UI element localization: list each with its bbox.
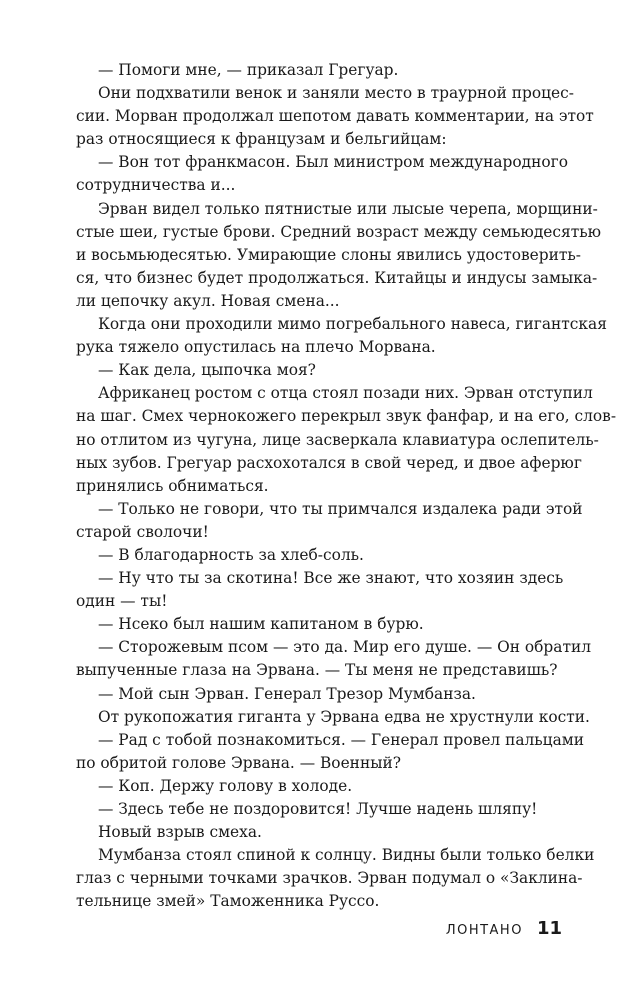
paragraph bbox=[76, 636, 592, 682]
paragraph bbox=[76, 613, 562, 636]
text-line: — Как дела, цыпочка моя? bbox=[98, 361, 316, 380]
text-line: От рукопожатия гиганта у Эрвана едва не хрустнули кости. bbox=[98, 707, 590, 726]
paragraph bbox=[76, 313, 607, 359]
paragraph bbox=[76, 198, 602, 313]
text-line: один — ты! bbox=[76, 592, 168, 611]
text-line: — Сторожевым псом — это да. Мир его душе. — Он обратил bbox=[98, 638, 592, 657]
text-line: принялись обниматься. bbox=[76, 476, 269, 495]
paragraph bbox=[76, 844, 595, 913]
text-line: Новый взрыв смеха. bbox=[98, 823, 262, 842]
text-line: Когда они проходили мимо погребального навеса, гигантская bbox=[98, 315, 607, 334]
paragraph bbox=[76, 382, 617, 497]
text-line: сотрудничества и... bbox=[76, 176, 236, 195]
text-line: раз относящиеся к французам и бельгийцам: bbox=[76, 130, 447, 149]
text-line: ли цепочку акул. Новая смена... bbox=[76, 291, 340, 310]
text-line: Африканец ростом с отца стоял позади них. Эрван отступил bbox=[98, 384, 593, 403]
text-line: Эрван видел только пятнистые или лысые черепа, морщини- bbox=[98, 199, 598, 218]
running-footer bbox=[446, 918, 562, 939]
text-line: старой сволочи! bbox=[76, 522, 209, 541]
paragraph bbox=[76, 544, 562, 567]
paragraph bbox=[76, 821, 562, 844]
text-line: но отлитом из чугуна, лице засверкала клавиатура ослепитель- bbox=[76, 430, 599, 449]
text-line: — Нсеко был нашим капитаном в бурю. bbox=[98, 615, 424, 634]
text-line: стые шеи, густые брови. Средний возраст между семьюдесятью bbox=[76, 222, 602, 241]
paragraph bbox=[76, 59, 562, 82]
text-line: Мумбанза стоял спиной к солнцу. Видны были только белки bbox=[98, 846, 595, 865]
text-line: — Вон тот франкмасон. Был министром международного bbox=[98, 153, 568, 172]
paragraph bbox=[76, 706, 590, 729]
text-line: ся, что бизнес будет продолжаться. Китайцы и индусы замыка- bbox=[76, 268, 598, 287]
text-line: на шаг. Смех чернокожего перекрыл звук фанфар, и на его, слов- bbox=[76, 407, 617, 426]
paragraph bbox=[76, 567, 562, 613]
text-line: — Ну что ты за скотина! Все же знают, что хозяин здесь bbox=[98, 569, 564, 588]
paragraph bbox=[76, 798, 562, 821]
paragraph bbox=[76, 498, 583, 544]
text-line: — Здесь тебе не поздоровится! Лучше надень шляпу! bbox=[98, 800, 538, 818]
text-line: — Мой сын Эрван. Генерал Трезор Мумбанза. bbox=[98, 684, 476, 703]
paragraph bbox=[76, 729, 584, 775]
text-line: глаз с черными точками зрачков. Эрван подумал о «Заклина- bbox=[76, 869, 583, 888]
text-line: сии. Морван продолжал шепотом давать комментарии, на этот bbox=[76, 107, 594, 126]
text-line: рука тяжело опустилась на плечо Морвана. bbox=[76, 338, 436, 357]
book-title: ЛОНТАНО bbox=[445, 923, 523, 938]
text-line: тельнице змей» Таможенника Руссо. bbox=[76, 892, 380, 911]
text-line: выпученные глаза на Эрвана. — Ты меня не представишь? bbox=[76, 661, 558, 680]
text-line: и восьмьюдесятью. Умирающие слоны явились удостоверить- bbox=[76, 245, 581, 264]
paragraph bbox=[76, 359, 562, 382]
page-number: 11 bbox=[536, 918, 562, 939]
text-line: — Только не говори, что ты примчался издалека ради этой bbox=[98, 499, 583, 518]
text-line: — В благодарность за хлеб-соль. bbox=[98, 545, 364, 564]
text-line: по обритой голове Эрвана. — Военный? bbox=[76, 753, 401, 772]
text-line: — Помоги мне, — приказал Грегуар. bbox=[98, 61, 399, 79]
paragraph bbox=[76, 151, 568, 197]
book-page-text bbox=[76, 59, 617, 913]
text-line: Они подхватили венок и заняли место в траурной процес- bbox=[98, 84, 574, 103]
paragraph bbox=[76, 82, 594, 151]
text-line: — Коп. Держу голову в холоде. bbox=[98, 776, 353, 795]
paragraph bbox=[76, 775, 562, 798]
text-line: ных зубов. Грегуар расхохотался в свой черед, и двое аферюг bbox=[76, 453, 582, 472]
paragraph bbox=[76, 683, 562, 706]
text-line: — Рад с тобой познакомиться. — Генерал провел пальцами bbox=[98, 730, 584, 749]
